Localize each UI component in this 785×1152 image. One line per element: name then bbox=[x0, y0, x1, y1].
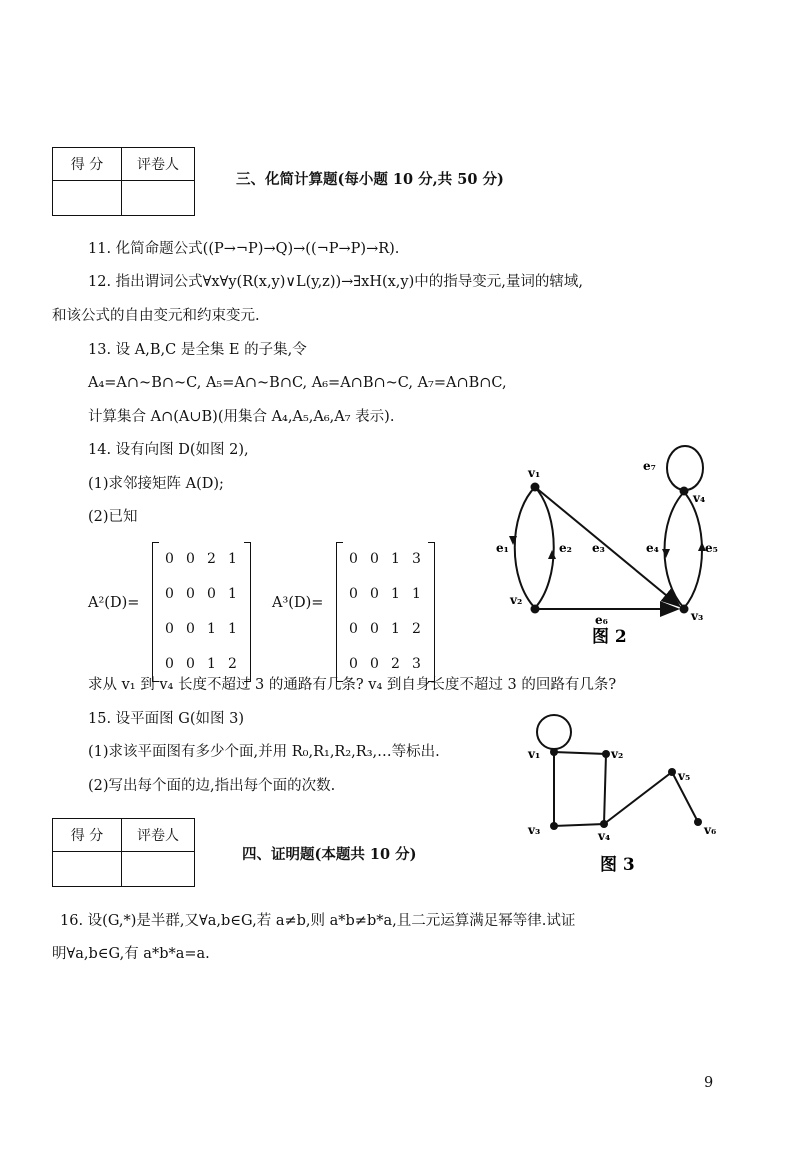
label-v1: v₁ bbox=[528, 466, 541, 480]
question-13-line3: 计算集合 A∩(A∪B)(用集合 A₄,A₅,A₆,A₇ 表示). bbox=[88, 409, 395, 425]
matrix-cell: 0 bbox=[165, 586, 174, 602]
label-e2: e₂ bbox=[559, 541, 572, 555]
self-loop-v1 bbox=[537, 715, 571, 749]
label-e6: e₆ bbox=[595, 613, 608, 627]
matrix-cell: 0 bbox=[186, 586, 195, 602]
matrix-cell: 0 bbox=[186, 551, 195, 567]
question-11: 11. 化简命题公式((P→¬P)→Q)→((¬P→P)→R). bbox=[88, 241, 400, 257]
label-e7: e₇ bbox=[643, 459, 656, 473]
question-14-line4: 求从 v₁ 到 v₄ 长度不超过 3 的通路有几条? v₄ 到自身长度不超过 3 的回路有几条? bbox=[88, 677, 617, 693]
question-15-line1: 15. 设平面图 G(如图 3) bbox=[88, 711, 245, 727]
label-v2: v₂ bbox=[611, 747, 624, 761]
matrix-cell: 1 bbox=[207, 656, 216, 672]
score-cell[interactable] bbox=[53, 181, 122, 216]
node-v4 bbox=[680, 487, 689, 496]
question-12-line1: 12. 指出谓词公式∀x∀y(R(x,y)∨L(y,z))→∃xH(x,y)中的指导变元,量词的辖域, bbox=[88, 274, 583, 290]
question-12-line2: 和该公式的自由变元和约束变元. bbox=[52, 308, 260, 324]
matrix-cell: 1 bbox=[391, 551, 400, 567]
label-v1: v₁ bbox=[528, 747, 541, 761]
figure-3-caption: 图 3 bbox=[600, 855, 635, 875]
matrix-cell: 3 bbox=[412, 551, 421, 567]
question-14-line1: 14. 设有向图 D(如图 2), bbox=[88, 442, 249, 458]
score-cell[interactable] bbox=[53, 852, 122, 887]
matrix-cell: 0 bbox=[207, 586, 216, 602]
matrix-cell: 0 bbox=[186, 656, 195, 672]
page-number: 9 bbox=[704, 1075, 714, 1091]
node-v1 bbox=[550, 748, 558, 756]
question-15-line2: (1)求该平面图有多少个面,并用 R₀,R₁,R₂,R₃,…等标出. bbox=[88, 744, 440, 760]
label-v2: v₂ bbox=[510, 593, 523, 607]
figure-2-caption: 图 2 bbox=[592, 627, 627, 647]
matrix-cell: 3 bbox=[412, 656, 421, 672]
matrix-cell: 0 bbox=[349, 656, 358, 672]
matrix-cell: 0 bbox=[349, 551, 358, 567]
label-e5: e₅ bbox=[705, 541, 718, 555]
matrix-cell: 1 bbox=[207, 621, 216, 637]
question-15-line3: (2)写出每个面的边,指出每个面的次数. bbox=[88, 778, 336, 794]
label-e1: e₁ bbox=[496, 541, 509, 555]
grader-header: 评卷人 bbox=[122, 148, 195, 181]
edge-e7 bbox=[667, 446, 703, 490]
matrix-cell: 2 bbox=[391, 656, 400, 672]
matrix-cell: 1 bbox=[228, 586, 237, 602]
matrix-cell: 0 bbox=[370, 551, 379, 567]
score-table-2 bbox=[52, 818, 195, 887]
section3-title: 三、化简计算题(每小题 10 分,共 50 分) bbox=[236, 171, 504, 188]
label-v5: v₅ bbox=[678, 769, 691, 783]
matrix-cell: 2 bbox=[228, 656, 237, 672]
matrix-cell: 0 bbox=[186, 621, 195, 637]
matrix-cell: 0 bbox=[370, 621, 379, 637]
node-v2 bbox=[531, 605, 540, 614]
node-v2 bbox=[602, 750, 610, 758]
matrix-cell: 1 bbox=[391, 621, 400, 637]
node-v6 bbox=[694, 818, 702, 826]
node-v1 bbox=[531, 483, 540, 492]
figure-3-planar-graph bbox=[520, 700, 730, 880]
matrix-cell: 0 bbox=[165, 551, 174, 567]
matrix-cell: 0 bbox=[370, 586, 379, 602]
question-13-line2: A₄=A∩~B∩~C, A₅=A∩~B∩C, A₆=A∩B∩~C, A₇=A∩B∩C, bbox=[88, 375, 507, 391]
question-13-line1: 13. 设 A,B,C 是全集 E 的子集,令 bbox=[88, 342, 307, 358]
matrix-a3 bbox=[336, 540, 440, 686]
question-14-line2: (1)求邻接矩阵 A(D); bbox=[88, 476, 224, 492]
label-v4: v₄ bbox=[598, 829, 611, 843]
grader-cell[interactable] bbox=[122, 181, 195, 216]
node-v4 bbox=[600, 820, 608, 828]
matrix-cell: 1 bbox=[228, 621, 237, 637]
matrix-cell: 0 bbox=[370, 656, 379, 672]
matrix-cell: 1 bbox=[228, 551, 237, 567]
node-v3 bbox=[550, 822, 558, 830]
matrix-cell: 0 bbox=[165, 621, 174, 637]
label-e3: e₃ bbox=[592, 541, 605, 555]
question-16-line2: 明∀a,b∈G,有 a*b*a=a. bbox=[52, 946, 210, 962]
label-v6: v₆ bbox=[704, 823, 717, 837]
figure-2-digraph bbox=[480, 430, 740, 655]
score-header: 得 分 bbox=[53, 148, 122, 181]
edges-graph-3 bbox=[554, 752, 606, 826]
label-v3: v₃ bbox=[691, 609, 704, 623]
matrix-a2-label: A²(D)= bbox=[88, 595, 140, 611]
question-16-line1: 16. 设(G,*)是半群,又∀a,b∈G,若 a≠b,则 a*b≠b*a,且二元运算满足幂等律.试证 bbox=[60, 913, 576, 929]
edge-e2 bbox=[535, 487, 554, 608]
matrix-cell: 0 bbox=[349, 621, 358, 637]
matrix-cell: 1 bbox=[391, 586, 400, 602]
question-14-line3: (2)已知 bbox=[88, 509, 138, 525]
matrix-a3-label: A³(D)= bbox=[272, 595, 324, 611]
label-v3: v₃ bbox=[528, 823, 541, 837]
score-header: 得 分 bbox=[53, 819, 122, 852]
matrix-cell: 0 bbox=[349, 586, 358, 602]
label-e4: e₄ bbox=[646, 541, 659, 555]
section4-title: 四、证明题(本题共 10 分) bbox=[242, 846, 417, 863]
matrix-cell: 1 bbox=[412, 586, 421, 602]
label-v4: v₄ bbox=[693, 491, 706, 505]
matrix-a2 bbox=[152, 540, 256, 686]
matrix-cell: 0 bbox=[165, 656, 174, 672]
node-v5 bbox=[668, 768, 676, 776]
node-v3 bbox=[680, 605, 689, 614]
edge-e1 bbox=[515, 487, 535, 608]
grader-cell[interactable] bbox=[122, 852, 195, 887]
grader-header: 评卷人 bbox=[122, 819, 195, 852]
score-table-1 bbox=[52, 147, 195, 216]
matrix-cell: 2 bbox=[412, 621, 421, 637]
matrix-cell: 2 bbox=[207, 551, 216, 567]
